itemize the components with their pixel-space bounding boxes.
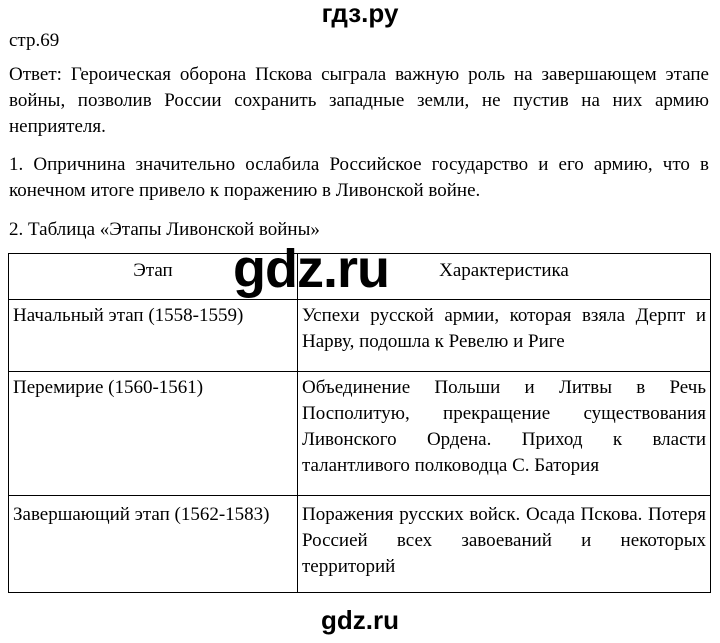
table-row <box>9 496 711 593</box>
header-description: Характеристика <box>298 254 711 300</box>
stage-cell: Завершающий этап (1562-1583) <box>9 496 298 593</box>
answer-paragraph: Ответ: Героическая оборона Пскова сыграла важную роль на завершающем этапе войны, позволив России сохранить западные земли, не пустив на них армию неприятеля. <box>9 64 709 137</box>
stage-cell: Начальный этап (1558-1559) <box>9 300 298 372</box>
header-stage: Этап <box>9 254 298 300</box>
description-cell: Объединение Польши и Литвы в Речь Посполитую, прекращение существования Ливонского Ордена. Приход к власти талантливого полководца С. Батория <box>298 372 711 496</box>
page-reference: стр.69 <box>9 30 60 51</box>
table-row <box>9 300 711 372</box>
stages-table <box>8 253 711 593</box>
site-title: гдз.ру <box>321 0 399 28</box>
description-cell: Поражения русских войск. Осада Пскова. Потеря Россией всех завоеваний и некоторых территорий <box>298 496 711 593</box>
table-caption: 2. Таблица «Этапы Ливонской войны» <box>9 219 320 240</box>
watermark-middle: gdz.ru <box>233 239 389 299</box>
point-1-paragraph: 1. Опричнина значительно ослабила Российское государство и его армию, что в конечном итоге привело к поражению в Ливонской войне. <box>9 154 709 201</box>
table-row <box>9 372 711 496</box>
description-cell: Успехи русской армии, которая взяла Дерпт и Нарву, подошла к Ревелю и Риге <box>298 300 711 372</box>
watermark-footer: gdz.ru <box>321 605 399 635</box>
stage-cell: Перемирие (1560-1561) <box>9 372 298 496</box>
